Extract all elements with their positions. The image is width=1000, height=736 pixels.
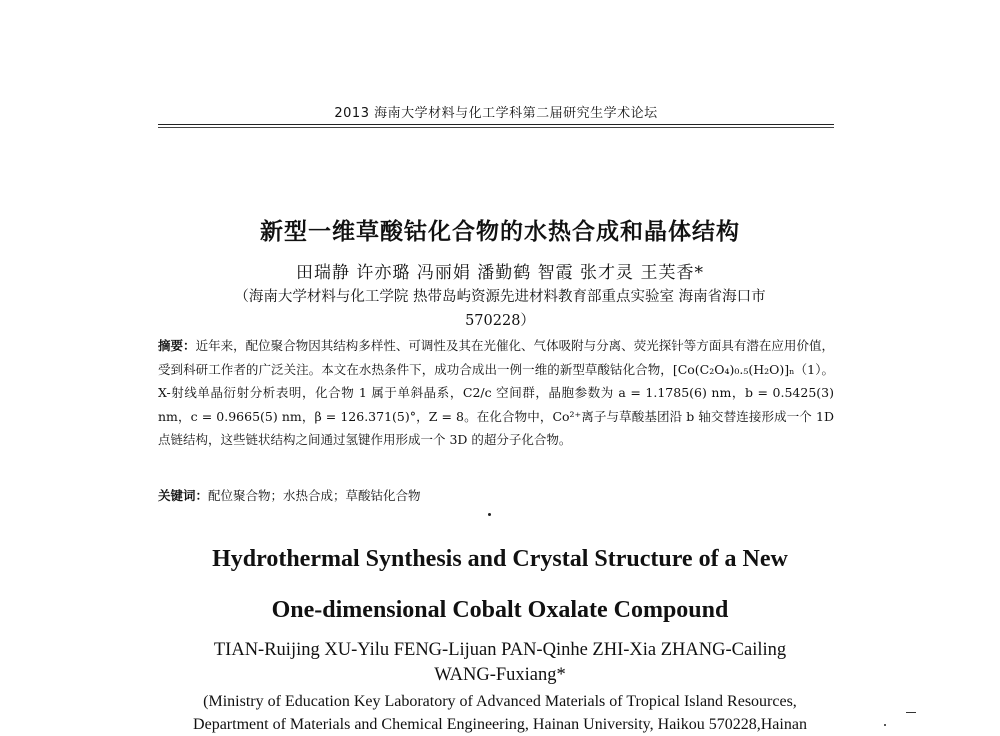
chinese-affiliation-line: 570228） [465,313,535,329]
abstract-text: 近年来，配位聚合物因其结构多样性、可调性及其在光催化、气体吸附与分离、荧光探针等方面具有潜在应用价值，受到科研工作者的广泛关注。本文在水热条件下，成功合成出一例一维的新型草酸钴化合物，[Co(C₂O₄)₀.₅(H₂O)]ₙ（1）。X-射线单晶衍射分析表明，化合物 1 属于单斜晶系，C2/c 空间群，晶胞参数为 a = 1.1785(6) nm，b = 0.5425(3) nm，c = 0.9665(5) nm，β = 126.371(5)°，Z = 8。在化合物中，Co²⁺离子与草酸基团沿 b 轴交替连接形成一个 1D 点链结构，这些链状结构之间通过氢键作用形成一个 3D 的超分子化合物。 [158,338,834,448]
english-authors-line: WANG-Fuxiang* [434,665,566,685]
scan-speck [488,513,491,516]
chinese-title: 新型一维草酸钴化合物的水热合成和晶体结构 [260,219,740,245]
header-rule-thin [158,127,834,128]
chinese-authors: 田瑞静 许亦璐 冯丽娟 潘勤鹤 智霞 张才灵 王芙香* [296,263,704,283]
keywords-label: 关键词： [158,488,209,503]
english-title-line: Hydrothermal Synthesis and Crystal Structure of a New [212,546,788,572]
english-affiliation-line: Department of Materials and Chemical Engineering, Hainan University, Haikou 570228,Hainan [193,716,807,733]
chinese-keywords [158,486,834,506]
scan-speck [884,724,886,726]
abstract-label: 摘要： [158,338,196,353]
chinese-affiliation [175,285,825,333]
keywords-text: 配位聚合物；水热合成；草酸钴化合物 [208,488,421,503]
english-affiliation-line: (Ministry of Education Key Laboratory of Advanced Materials of Tropical Island Resources, [203,693,797,710]
english-authors-line: TIAN-Ruijing XU-Yilu FENG-Lijuan PAN-Qinhe ZHI-Xia ZHANG-Cailing [213,640,787,660]
scan-mark [906,712,916,713]
chinese-abstract [158,334,834,452]
english-affiliation [150,690,850,736]
english-title-line: One-dimensional Cobalt Oxalate Compound [271,597,729,623]
header-rule [158,124,834,125]
english-authors [170,638,830,688]
running-head: 2013 海南大学材料与化工学科第二届研究生学术论坛 [334,106,658,121]
chinese-affiliation-line: （海南大学材料与化工学院 热带岛屿资源先进材料教育部重点实验室 海南省海口市 [234,289,766,305]
